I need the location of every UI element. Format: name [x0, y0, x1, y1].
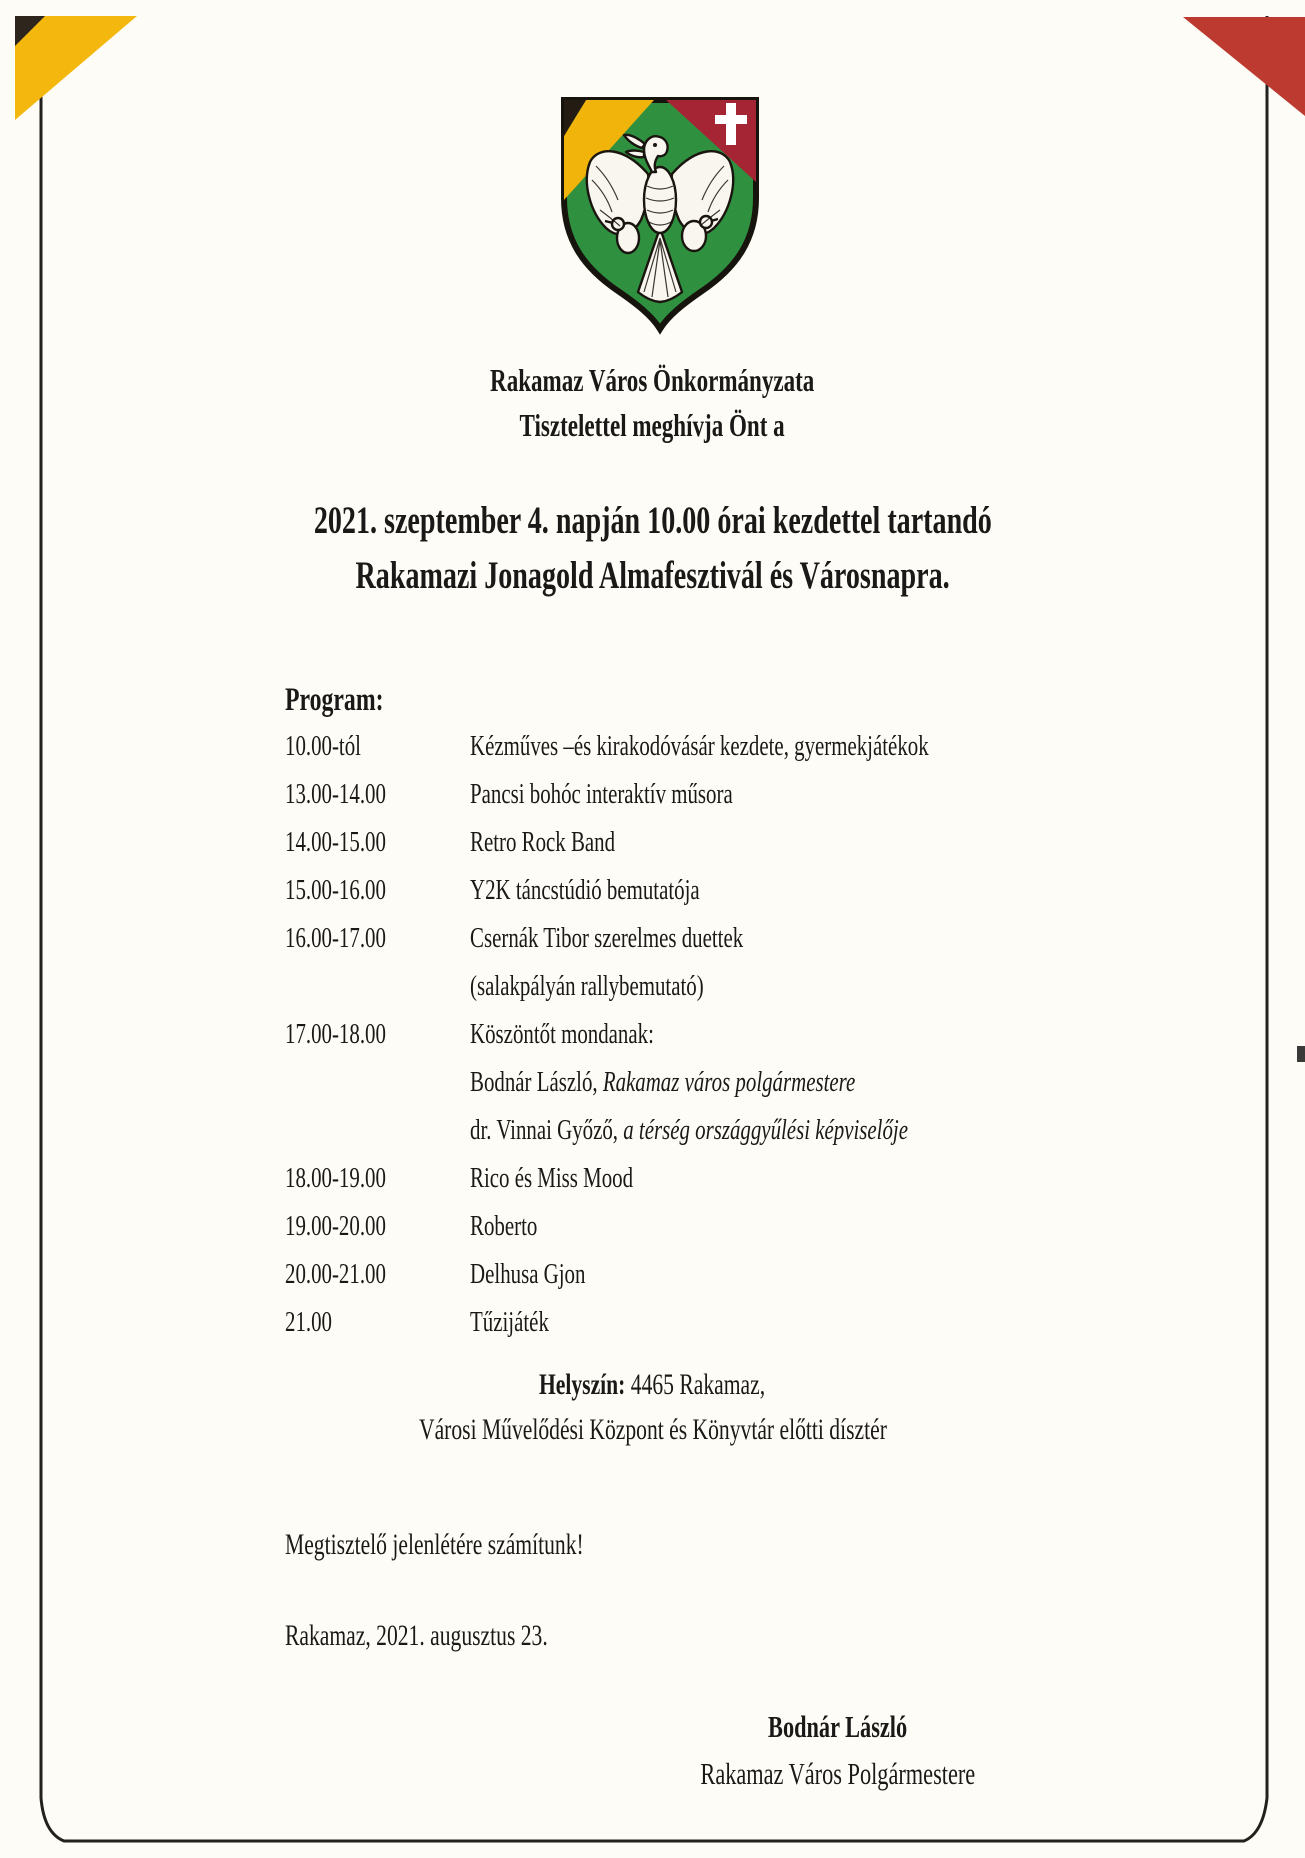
corner-ribbon-red	[1183, 17, 1305, 116]
program-desc-italic: a térség országgyűlési képviselője	[623, 1114, 908, 1146]
program-desc: Retro Rock Band	[470, 826, 616, 858]
venue-label: Helyszín:	[539, 1368, 626, 1401]
program-desc: dr. Vinnai Győző,	[470, 1114, 624, 1146]
program-desc: (salakpályán rallybemutató)	[470, 970, 704, 1002]
program-row	[285, 1106, 929, 1154]
event-date-text: 2021. szeptember 4. napján 10.00 órai kezdettel tartandó	[313, 499, 992, 542]
event-name-text: Rakamazi Jonagold Almafesztivál és Városnapra.	[355, 554, 950, 597]
venue-line-2	[0, 1413, 1305, 1447]
program-desc: Pancsi bohóc interaktív műsora	[470, 778, 733, 810]
signature-title: Rakamaz Város Polgármestere	[700, 1756, 976, 1791]
program-row	[285, 1154, 929, 1202]
program-desc: Köszöntőt mondanak:	[470, 1018, 654, 1050]
program-time: 16.00-17.00	[285, 922, 386, 954]
invitation-line	[0, 407, 1305, 444]
program-desc: Bodnár László,	[470, 1066, 603, 1098]
program-desc: Roberto	[470, 1210, 538, 1242]
program-time: 17.00-18.00	[285, 1018, 386, 1050]
program-row	[285, 722, 929, 770]
program-row	[285, 1250, 929, 1298]
event-date-line	[0, 498, 1305, 543]
corner-ribbon-yellow	[15, 16, 137, 120]
venue-line-1	[0, 1368, 1305, 1402]
program-time: 14.00-15.00	[285, 826, 386, 858]
program-heading: Program:	[285, 682, 384, 718]
program-desc: Csernák Tibor szerelmes duettek	[470, 922, 744, 954]
venue-city: 4465 Rakamaz,	[625, 1368, 766, 1401]
eagle-eye	[653, 143, 657, 147]
signature-name: Bodnár László	[768, 1709, 908, 1744]
program-time: 10.00-tól	[285, 730, 361, 762]
program-row	[285, 818, 929, 866]
org-name-line	[0, 362, 1305, 399]
program-row	[285, 914, 929, 962]
coat-of-arms-icon	[552, 88, 768, 340]
program-desc: Y2K táncstúdió bemutatója	[470, 874, 700, 906]
program-row	[285, 770, 929, 818]
program-desc: Rico és Miss Mood	[470, 1162, 634, 1194]
event-name-line	[0, 553, 1305, 598]
date-line: Rakamaz, 2021. augusztus 23.	[285, 1619, 548, 1652]
program-time: 20.00-21.00	[285, 1258, 386, 1290]
program-row	[285, 866, 929, 914]
program-desc: Kézműves –és kirakodóvásár kezdete, gyermekjátékok	[470, 730, 929, 762]
program-desc-italic: Rakamaz város polgármestere	[602, 1066, 856, 1098]
org-name-text: Rakamaz Város Önkormányzata	[490, 362, 815, 398]
program-desc: Tűzijáték	[470, 1306, 549, 1338]
program-time: 19.00-20.00	[285, 1210, 386, 1242]
program-row	[285, 1298, 929, 1346]
closing-note: Megtisztelő jelenlétére számítunk!	[285, 1528, 584, 1561]
program-time: 18.00-19.00	[285, 1162, 386, 1194]
program-time: 13.00-14.00	[285, 778, 386, 810]
program-desc: Delhusa Gjon	[470, 1258, 586, 1290]
program-row	[285, 1058, 929, 1106]
program-time: 21.00	[285, 1306, 332, 1338]
venue-address: Városi Művelődési Központ és Könyvtár előtti dísztér	[418, 1413, 887, 1446]
program-row	[285, 1202, 929, 1250]
program-row	[285, 962, 929, 1010]
program-list	[285, 722, 929, 1346]
program-time: 15.00-16.00	[285, 874, 386, 906]
program-row	[285, 1010, 929, 1058]
scan-smudge	[1297, 1046, 1305, 1062]
invitation-text: Tisztelettel meghívja Önt a	[519, 407, 786, 443]
